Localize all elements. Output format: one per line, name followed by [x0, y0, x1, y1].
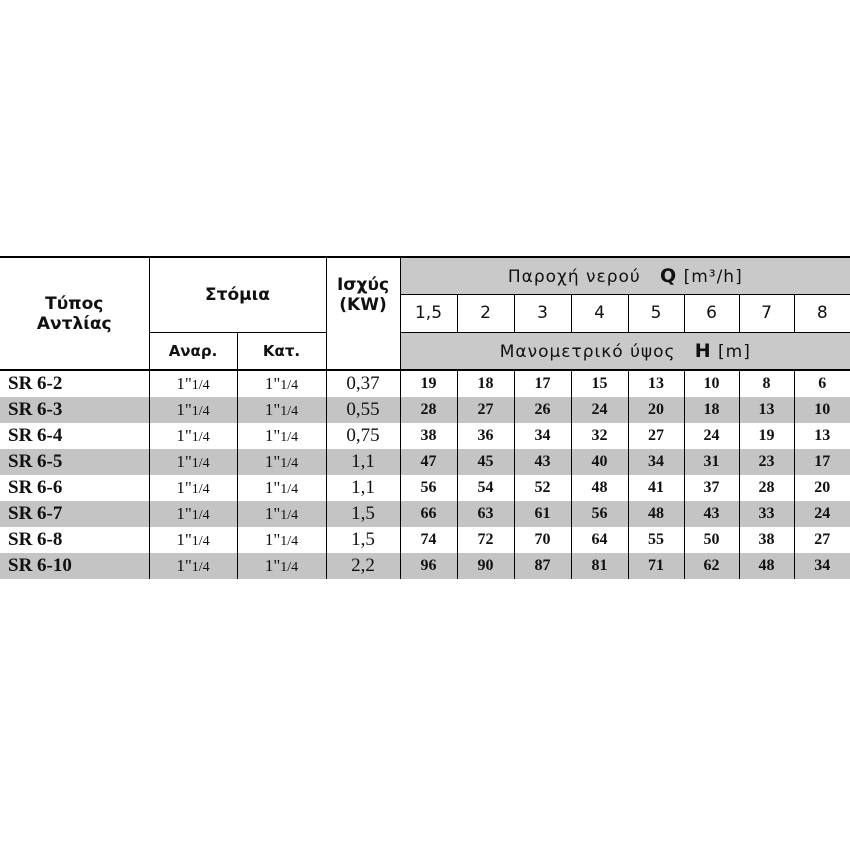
discharge-size: 1"1/4 [237, 397, 326, 423]
head-value: 61 [514, 501, 571, 527]
discharge-size: 1"1/4 [237, 553, 326, 579]
flow-header [400, 257, 850, 294]
pump-model: SR 6-10 [0, 553, 149, 579]
power-value: 1,5 [326, 527, 400, 553]
head-value: 32 [571, 423, 628, 449]
head-value: 38 [400, 423, 457, 449]
pump-model: SR 6-6 [0, 475, 149, 501]
head-value: 54 [457, 475, 514, 501]
power-value: 1,5 [326, 501, 400, 527]
head-value: 66 [400, 501, 457, 527]
table-row [0, 475, 850, 501]
power-value: 0,55 [326, 397, 400, 423]
head-value: 19 [400, 370, 457, 397]
head-value: 72 [457, 527, 514, 553]
head-value: 81 [571, 553, 628, 579]
head-value: 48 [571, 475, 628, 501]
head-value: 56 [400, 475, 457, 501]
discharge-size: 1"1/4 [237, 370, 326, 397]
head-value: 38 [739, 527, 794, 553]
pump-model: SR 6-2 [0, 370, 149, 397]
discharge-header: Κατ. [237, 332, 326, 370]
head-value: 10 [684, 370, 739, 397]
power-header: Ισχύς (KW) [326, 257, 400, 332]
head-value: 64 [571, 527, 628, 553]
pump-spec-table [0, 256, 850, 579]
head-value: 34 [628, 449, 684, 475]
head-value: 36 [457, 423, 514, 449]
head-value: 18 [457, 370, 514, 397]
suction-size: 1"1/4 [149, 527, 237, 553]
head-value: 27 [457, 397, 514, 423]
head-value: 74 [400, 527, 457, 553]
table-row [0, 397, 850, 423]
head-value: 17 [514, 370, 571, 397]
discharge-size: 1"1/4 [237, 527, 326, 553]
head-value: 62 [684, 553, 739, 579]
flow-value: 3 [514, 294, 571, 332]
flow-value: 8 [794, 294, 850, 332]
head-value: 87 [514, 553, 571, 579]
pump-spec-table-container [0, 256, 850, 579]
suction-size: 1"1/4 [149, 370, 237, 397]
power-value: 2,2 [326, 553, 400, 579]
flow-symbol: Q [660, 264, 678, 287]
head-value: 37 [684, 475, 739, 501]
flow-value: 4 [571, 294, 628, 332]
pump-model: SR 6-5 [0, 449, 149, 475]
head-value: 43 [684, 501, 739, 527]
table-row [0, 370, 850, 397]
head-value: 28 [739, 475, 794, 501]
head-value: 27 [814, 531, 831, 548]
discharge-size: 1"1/4 [237, 423, 326, 449]
head-value: 96 [400, 553, 457, 579]
suction-size: 1"1/4 [149, 501, 237, 527]
pump-model: SR 6-4 [0, 423, 149, 449]
suction-header: Αναρ. [149, 332, 237, 370]
table-row [0, 527, 850, 553]
head-value: 20 [814, 479, 831, 496]
head-value: 26 [514, 397, 571, 423]
head-value: 31 [684, 449, 739, 475]
suction-size: 1"1/4 [149, 449, 237, 475]
head-value: 13 [739, 397, 794, 423]
head-value: 55 [628, 527, 684, 553]
suction-size: 1"1/4 [149, 397, 237, 423]
head-value: 6 [818, 375, 827, 392]
head-header [400, 332, 850, 370]
head-value: 43 [514, 449, 571, 475]
head-value: 63 [457, 501, 514, 527]
table-row [0, 501, 850, 527]
power-value: 1,1 [326, 449, 400, 475]
flow-unit: [m³/h] [683, 266, 743, 287]
connections-header: Στόμια [149, 257, 326, 332]
discharge-size: 1"1/4 [237, 501, 326, 527]
flow-value: 1,5 [400, 294, 457, 332]
table-row [0, 553, 850, 579]
head-value: 41 [628, 475, 684, 501]
head-value: 15 [571, 370, 628, 397]
head-value: 33 [739, 501, 794, 527]
table-body [0, 370, 850, 579]
head-value: 24 [571, 397, 628, 423]
head-value: 28 [400, 397, 457, 423]
power-value: 0,37 [326, 370, 400, 397]
flow-value: 7 [739, 294, 794, 332]
flow-value: 2 [457, 294, 514, 332]
pump-type-header: Τύπος Αντλίας [0, 257, 149, 370]
discharge-size: 1"1/4 [237, 449, 326, 475]
head-value: 90 [457, 553, 514, 579]
table-header [0, 257, 850, 370]
head-symbol: H [694, 339, 712, 362]
head-value: 71 [628, 553, 684, 579]
head-value: 34 [794, 553, 850, 579]
head-value: 48 [739, 553, 794, 579]
power-value: 0,75 [326, 423, 400, 449]
power-header-spacer [326, 332, 400, 370]
head-value: 23 [739, 449, 794, 475]
head-value: 52 [514, 475, 571, 501]
pump-model: SR 6-8 [0, 527, 149, 553]
head-value: 27 [628, 423, 684, 449]
flow-value: 5 [628, 294, 684, 332]
head-label: Μανομετρικό ύψος [499, 341, 676, 362]
discharge-size: 1"1/4 [237, 475, 326, 501]
head-value: 70 [514, 527, 571, 553]
head-value: 10 [794, 397, 850, 423]
flow-value: 6 [684, 294, 739, 332]
head-value: 18 [684, 397, 739, 423]
power-value: 1,1 [326, 475, 400, 501]
table-row [0, 423, 850, 449]
head-unit: [m] [718, 341, 751, 362]
suction-size: 1"1/4 [149, 553, 237, 579]
suction-size: 1"1/4 [149, 423, 237, 449]
suction-size: 1"1/4 [149, 475, 237, 501]
head-value: 50 [684, 527, 739, 553]
head-value: 20 [628, 397, 684, 423]
head-value: 13 [628, 370, 684, 397]
pump-model: SR 6-3 [0, 397, 149, 423]
head-value: 48 [628, 501, 684, 527]
head-value: 19 [739, 423, 794, 449]
pump-model: SR 6-7 [0, 501, 149, 527]
head-value: 24 [794, 501, 850, 527]
head-value: 47 [400, 449, 457, 475]
head-value: 40 [571, 449, 628, 475]
head-value: 45 [457, 449, 514, 475]
head-value: 34 [514, 423, 571, 449]
head-value: 56 [571, 501, 628, 527]
flow-label: Παροχή νερού [507, 266, 641, 287]
head-value: 13 [814, 427, 831, 444]
head-value: 8 [739, 370, 794, 397]
head-value: 24 [684, 423, 739, 449]
head-value: 17 [794, 449, 850, 475]
table-row [0, 449, 850, 475]
